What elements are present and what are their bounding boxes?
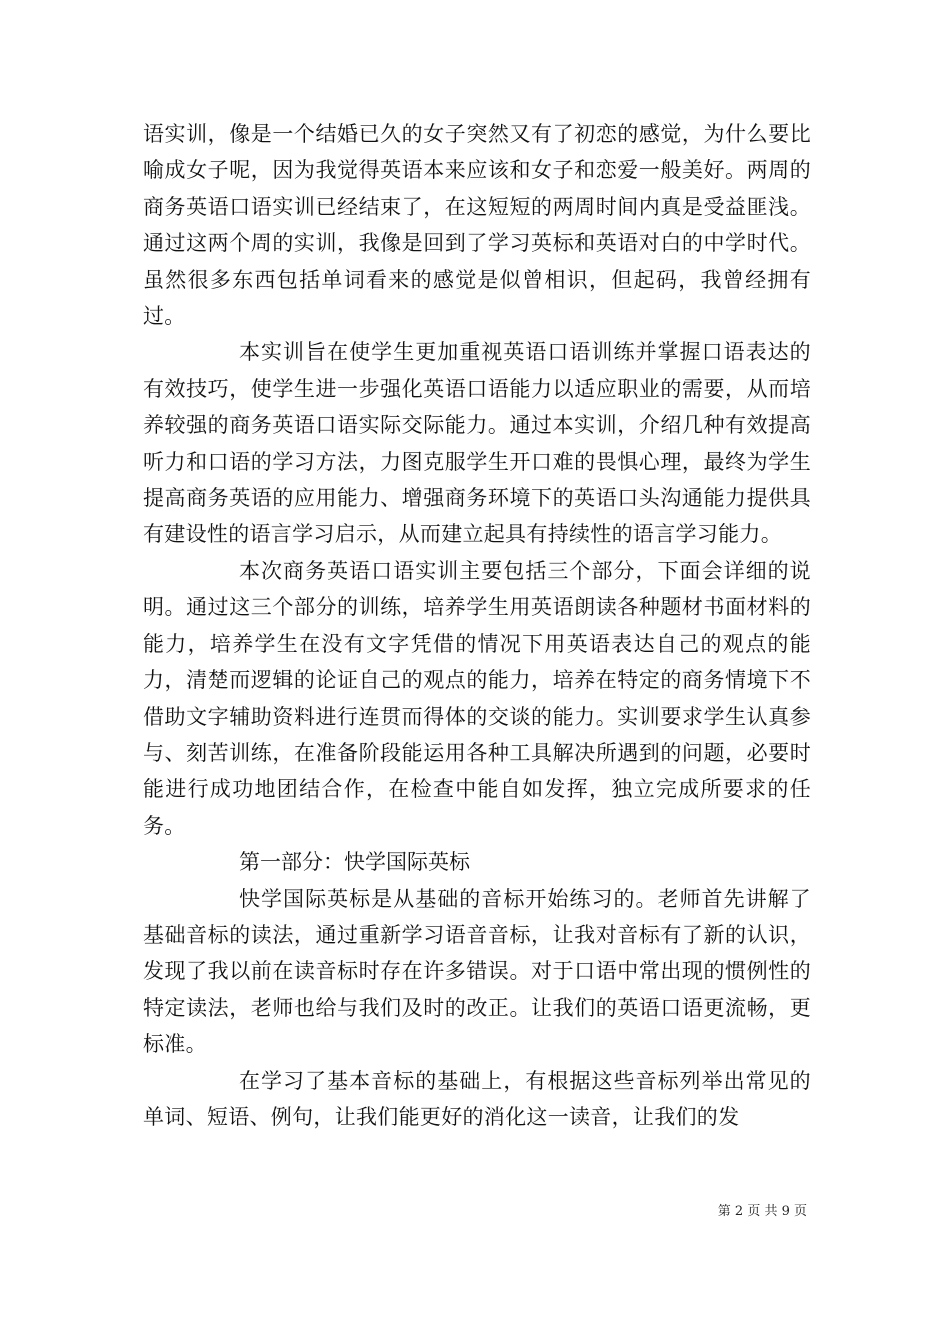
paragraph-phonetics-practice: 在学习了基本音标的基础上，有根据这些音标列举出常见的单词、短语、例句，让我们能更好的消化这一读音，让我们的发 bbox=[143, 1068, 811, 1129]
page-number-footer: 第 2 页 共 9 页 bbox=[717, 1204, 807, 1219]
document-body bbox=[143, 116, 811, 1135]
paragraph-training-goals: 本实训旨在使学生更加重视英语口语训练并掌握口语表达的有效技巧，使学生进一步强化英语口语能力以适应职业的需要，从而培养较强的商务英语口语实际交际能力。通过本实训，介绍几种有效提高听力和口语的学习方法，力图克服学生开口难的畏惧心理，最终为学生提高商务英语的应用能力、增强商务环境下的英语口头沟通能力提供具有建设性的语言学习启示，从而建立起具有持续性的语言学习能力。 bbox=[143, 340, 811, 547]
paragraph-continuation: 语实训，像是一个结婚已久的女子突然又有了初恋的感觉，为什么要比喻成女子呢，因为我觉得英语本来应该和女子和恋爱一般美好。两周的商务英语口语实训已经结束了，在这短短的两周时间内真是受益匪浅。通过这两个周的实训，我像是回到了学习英标和英语对白的中学时代。虽然很多东西包括单词看来的感觉是似曾相识，但起码，我曾经拥有过。 bbox=[143, 122, 811, 329]
paragraph-training-parts: 本次商务英语口语实训主要包括三个部分，下面会详细的说明。通过这三个部分的训练，培养学生用英语朗读各种题材书面材料的能力，培养学生在没有文字凭借的情况下用英语表达自己的观点的能力，清楚而逻辑的论证自己的观点的能力，培养在特定的商务情境下不借助文字辅助资料进行连贯而得体的交谈的能力。实训要求学生认真参与、刻苦训练，在准备阶段能运用各种工具解决所遇到的问题，必要时能进行成功地团结合作，在检查中能自如发挥，独立完成所要求的任务。 bbox=[143, 558, 811, 838]
paragraph-phonetics-intro: 快学国际英标是从基础的音标开始练习的。老师首先讲解了基础音标的读法，通过重新学习语音音标，让我对音标有了新的认识，发现了我以前在读音标时存在许多错误。对于口语中常出现的惯例性的特定读法，老师也给与我们及时的改正。让我们的英语口语更流畅，更标准。 bbox=[143, 886, 811, 1057]
section-heading-part-one: 第一部分：快学国际英标 bbox=[239, 850, 470, 875]
